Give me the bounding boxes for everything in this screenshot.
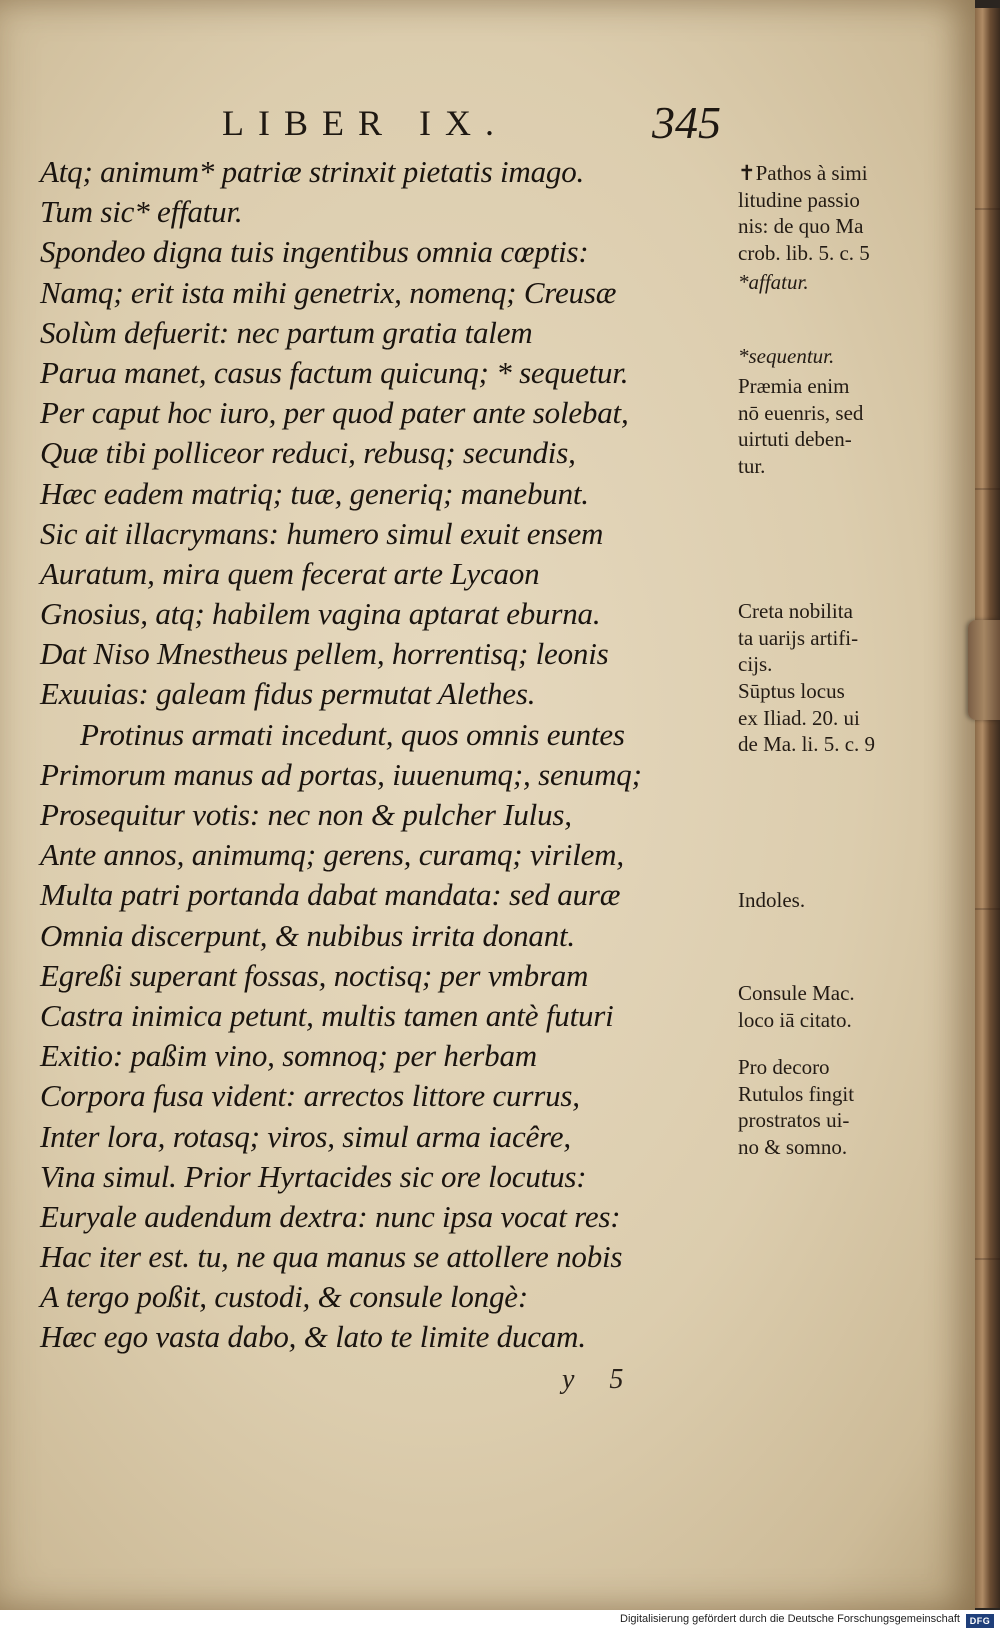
verse-line: Inter lora, rotasq; viros, simul arma iacêre,: [40, 1118, 571, 1154]
verse-line: Exitio: paßim vino, somnoq; per herbam: [40, 1038, 537, 1074]
signature-mark: y 5: [562, 1364, 638, 1395]
note-line: tur.: [738, 453, 766, 478]
verse-line: Gnosius, atq; habilem vagina aptarat eburna.: [40, 596, 601, 632]
verse-line: Primorum manus ad portas, iuuenumq;, senumq;: [40, 756, 642, 792]
note-line: Indoles.: [738, 888, 806, 912]
note-line: Præmia enim: [738, 374, 850, 398]
note-line: nis: de quo Ma: [738, 214, 864, 238]
marginal-note: [738, 269, 809, 296]
marginal-note: [738, 160, 870, 266]
note-line: Pro decoro: [738, 1055, 830, 1079]
book-page-edge: [975, 8, 1000, 1608]
verse-line: Hac iter est. tu, ne qua manus se attollere nobis: [40, 1239, 623, 1275]
verse-line: Parua manet, casus factum quicunq; * sequetur.: [40, 354, 629, 390]
marginal-note: [738, 343, 834, 370]
note-line: Sūptus locus: [738, 679, 845, 703]
verse-block: [40, 152, 700, 1358]
verse-line: A tergo poßit, custodi, & consule longè:: [40, 1279, 528, 1315]
marginal-note: [738, 678, 875, 758]
verse-line: Vina simul. Prior Hyrtacides sic ore locutus:: [40, 1158, 587, 1194]
verse-line: Multa patri portanda dabat mandata: sed auræ: [40, 877, 621, 913]
note-line: litudine passio: [738, 187, 860, 212]
verse-line: Egreßi superant fossas, noctisq; per vmbram: [40, 957, 589, 993]
note-line: cijs.: [738, 652, 773, 676]
note-line: *affatur.: [738, 270, 809, 294]
note-line: crob. lib. 5. c. 5: [738, 240, 870, 265]
verse-line: Ante annos, animumq; gerens, curamq; virilem,: [40, 837, 624, 873]
note-line: ex Iliad. 20. ui: [738, 705, 860, 730]
note-line: Rutulos fingit: [738, 1081, 855, 1106]
verse-line: Omnia discerpunt, & nubibus irrita donant.: [40, 917, 575, 953]
note-line: loco iā citato.: [738, 1007, 852, 1032]
verse-line: Auratum, mira quem fecerat arte Lycaon: [40, 555, 540, 591]
marginal-note: [738, 887, 805, 914]
verse-line: Quæ tibi polliceor reduci, rebusq; secundis,: [40, 435, 576, 471]
note-line: ✝Pathos à simi: [738, 161, 868, 185]
footer-bar: [0, 1610, 1000, 1632]
verse-line: Euryale audendum dextra: nunc ipsa vocat res:: [40, 1198, 621, 1234]
verse-line: Spondeo digna tuis ingentibus omnia cœptis:: [40, 234, 589, 270]
note-line: Creta nobilita: [738, 599, 853, 623]
marginal-note: [738, 980, 855, 1033]
note-line: prostratos ui-: [738, 1108, 850, 1132]
note-line: Consule Mac.: [738, 981, 855, 1005]
verse-line: Prosequitur votis: nec non & pulcher Iulus,: [40, 797, 572, 832]
dfg-logo-icon: DFG: [966, 1614, 994, 1628]
verse-line: Sic ait illacrymans: humero simul exuit ensem: [40, 515, 604, 551]
marginal-note: [738, 598, 858, 678]
note-line: uirtuti deben-: [738, 427, 852, 451]
verse-line: Tum sic* effatur.: [40, 194, 243, 230]
verse-line: Per caput hoc iuro, per quod pater ante solebat,: [40, 395, 629, 431]
verse-line: Atq; animum* patriæ strinxit pietatis imago.: [40, 154, 585, 189]
verse-line: Dat Niso Mnestheus pellem, horrentisq; leonis: [40, 636, 609, 672]
note-line: no & somno.: [738, 1134, 848, 1159]
note-line: nō euenris, sed: [738, 400, 864, 425]
verse-line: Namq; erit ista mihi genetrix, nomenq; Creusæ: [40, 274, 617, 310]
marginal-note: [738, 373, 863, 479]
marginal-note: [738, 1054, 854, 1160]
running-title: LIBER IX.: [222, 103, 508, 143]
verse-line: Hæc eadem matriq; tuæ, generiq; manebunt.: [40, 475, 589, 511]
verse-line: Castra inimica petunt, multis tamen antè futuri: [40, 997, 614, 1033]
book-clasp: [968, 620, 1000, 720]
verse-line: Hæc ego vasta dabo, & lato te limite ducam.: [40, 1319, 586, 1355]
verse-line: Solùm defuerit: nec partum gratia talem: [40, 314, 533, 350]
page-header: [0, 92, 975, 152]
folio-number: 345: [652, 97, 721, 148]
note-line: de Ma. li. 5. c. 9: [738, 732, 876, 756]
note-line: ta uarijs artifi-: [738, 625, 859, 650]
verse-line: Corpora fusa vident: arrectos littore currus,: [40, 1078, 580, 1114]
verse-line: Protinus armati incedunt, quos omnis euntes: [80, 716, 625, 752]
funding-credit: Digitalisierung gefördert durch die Deutsche Forschungsgemeinschaft: [620, 1613, 960, 1625]
verse-line: Exuuias: galeam fidus permutat Alethes.: [40, 676, 536, 712]
note-line: *sequentur.: [738, 344, 835, 368]
